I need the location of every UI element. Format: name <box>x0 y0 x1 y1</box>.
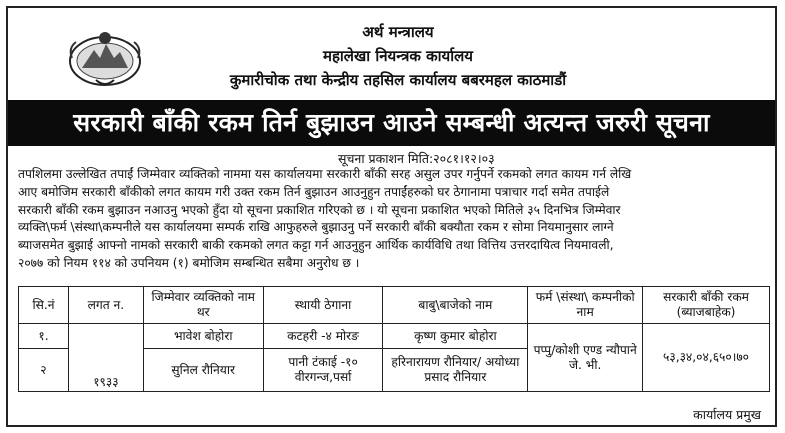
cell-person: सुनिल रौनियार <box>143 349 263 392</box>
table-row <box>19 324 770 349</box>
publication-date: सूचना प्रकाशन मिति:२०८१।१२।०३ <box>338 151 495 166</box>
notice-line: व्यक्ति\फर्म \संस्था\कम्पनीले यस कार्यालयमा सम्पर्क राखि आफुहरुले बुझाउनु पर्ने सरकारी बाँकी बक्यौता रकम र सोमा नियमानुसार लाग्ने <box>18 220 614 235</box>
cell-parent: कृष्ण कुमार बोहोरा <box>383 324 528 349</box>
cell-address: कटहरी -४ मोरङ <box>263 324 383 349</box>
dues-table <box>18 286 770 392</box>
ministry-name: अर्थ मन्त्रालय <box>362 23 434 41</box>
col-header-amount: सरकारी बाँकी रकम (ब्याजबाहेक) <box>643 287 770 324</box>
col-header-firm: फर्म \संस्था\ कम्पनीको नाम <box>528 287 643 324</box>
notice-line: २०७७ को नियम ११४ को उपनियम (१) बमोजिम सम्बन्धित सबैमा अनुरोध छ । <box>18 255 360 270</box>
table-header-row <box>19 287 770 324</box>
col-header-lagat: लगत न. <box>68 287 143 324</box>
col-header-sn: सि.नं <box>19 287 69 324</box>
cell-address: पानी टंकाई -१० वीरगन्ज,पर्सा <box>263 349 383 392</box>
cell-amount: ५३,३४,०४,६५०।७० <box>643 324 770 392</box>
cell-lagat: १९३३ <box>68 324 143 392</box>
nepal-government-emblem-icon <box>66 28 144 90</box>
cell-firm: पप्पु/कोशी एण्ड न्यौपाने जे. भी. <box>528 324 643 392</box>
cell-sn: २ <box>19 349 69 392</box>
office-name: महालेखा नियन्त्रक कार्यालय <box>322 47 474 65</box>
col-header-parent: बाबु\बाजेको नाम <box>383 287 528 324</box>
col-header-person: जिम्मेवार व्यक्तिको नाम थर <box>143 287 263 324</box>
cell-person: भावेश बोहोरा <box>143 324 263 349</box>
office-head-signoff: कार्यालय प्रमुख <box>693 407 761 422</box>
notice-body <box>18 166 768 273</box>
public-notice <box>6 6 777 427</box>
cell-parent: हरिनारायण रौनियार/ अयोध्या प्रसाद रौनियार <box>383 349 528 392</box>
cell-sn: १. <box>19 324 69 349</box>
office-address: कुमारीचोक तथा केन्द्रीय तहसिल कार्यालय बबरमहल काठमाडौं <box>229 71 567 89</box>
notice-line: आए बमोजिम सरकारी बाँकीको लगत कायम गरी उक्त रकम तिर्न बुझाउन आउनुहुन तपाईंहरुको घर ठेगानामा पत्राचार गर्दा समेत तपाईले <box>18 184 610 199</box>
notice-line: तपशिलमा उल्लेखित तपाईं जिम्मेवार व्यक्तिको नाममा यस कार्यालयमा सरकारी बाँकी सरह असुल उपर गर्नुपर्ने रकमको लगत कायम गर्न लेखि <box>18 167 632 181</box>
notice-title-banner: सरकारी बाँकी रकम तिर्न बुझाउन आउने सम्बन्धी अत्यन्त जरुरी सूचना <box>8 100 775 146</box>
notice-line: सरकारी बाँकी रकम बुझाउन नआउनु भएको हुँदा यो सूचना प्रकाशित गरिएको छ । यो सूचना प्रकाशित भएको मितिले ३५ दिनभित्र जिम्मेवार <box>18 202 621 217</box>
notice-line: ब्याजसमेत बुझाई आफ्नो नामको सरकारी बाकी रकमको लगत कट्टा गर्न आउनुहुन आर्थिक कार्यविधि तथा वित्तिय उत्तरदायित्व नियमावली, <box>18 238 614 253</box>
col-header-address: स्थायी ठेगाना <box>263 287 383 324</box>
